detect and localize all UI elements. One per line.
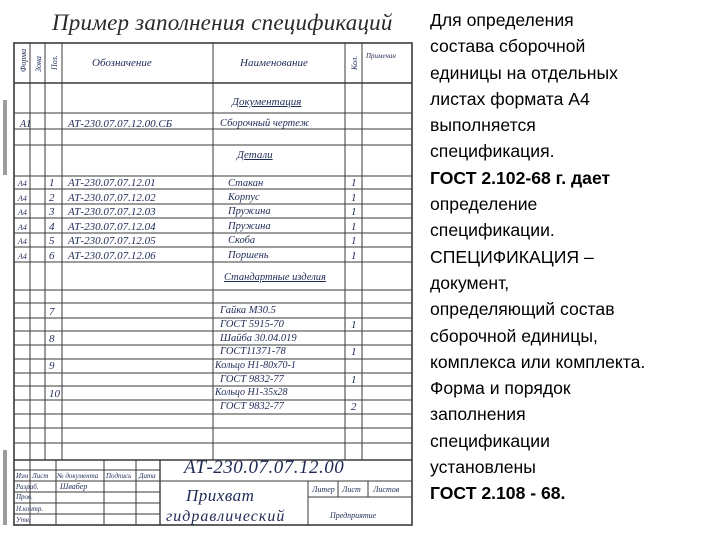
stamp-sheets: Листов — [373, 485, 400, 494]
part-format: А4 — [18, 179, 27, 188]
text-line: комплекса или комплекта. — [430, 351, 646, 372]
doc-format: А1 — [20, 119, 32, 130]
part-pos: 2 — [49, 192, 55, 204]
part-designation: АТ-230.07.07.12.04 — [68, 221, 156, 233]
part-qty: 1 — [351, 177, 357, 189]
note-header: Примечан — [366, 52, 396, 60]
stamp-col-label: Дата — [139, 472, 156, 480]
stamp-name-line1: Прихват — [186, 486, 255, 505]
std-standard: ГОСТ 9832-77 — [220, 374, 284, 385]
text-line: единицы на отдельных — [430, 62, 618, 83]
stamp-col-label: Подпись — [106, 472, 132, 480]
text-line: заполнения — [430, 404, 526, 425]
stamp-col-label: № документа — [57, 472, 99, 480]
part-designation: АТ-230.07.07.12.03 — [68, 206, 156, 218]
part-pos: 1 — [49, 177, 55, 189]
slide-title: Пример заполнения спецификаций — [52, 10, 393, 35]
text-line: определение — [430, 194, 538, 215]
part-pos: 5 — [49, 235, 55, 247]
std-name: Кольцо Н1-35х28 — [215, 387, 288, 398]
text-line: ГОСТ 2.108 - 68. — [430, 483, 566, 504]
description-text — [430, 7, 715, 507]
stamp-name-line2: гидравлический — [166, 508, 286, 525]
stamp-designation: АТ-230.07.07.12.00 — [184, 457, 345, 478]
name-header: Наименование — [240, 57, 308, 69]
text-line: установлены — [430, 457, 536, 478]
text-line: сборочной единицы, — [430, 325, 598, 346]
part-name: Скоба — [228, 235, 256, 246]
text-line: состава сборочной — [430, 36, 586, 57]
part-format: А4 — [18, 252, 27, 261]
std-standard: ГОСТ 9832-77 — [220, 401, 284, 412]
part-format: А4 — [18, 223, 27, 232]
stamp-sheet: Лист — [342, 485, 361, 494]
part-format: А4 — [18, 237, 27, 246]
part-pos: 3 — [49, 206, 55, 218]
format-header: Форма — [19, 48, 28, 72]
std-name: Кольцо Н1-80х70-1 — [215, 360, 296, 371]
part-qty: 1 — [351, 206, 357, 218]
std-pos: 8 — [49, 333, 55, 345]
std-pos: 9 — [49, 360, 55, 372]
section-parts: Детали — [237, 149, 273, 161]
part-designation: АТ-230.07.07.12.02 — [68, 192, 156, 204]
part-designation: АТ-230.07.07.12.05 — [68, 235, 156, 247]
stamp-row-label: Разраб. — [16, 483, 39, 491]
part-name: Пружина — [228, 221, 271, 232]
stamp-row-label: Утв. — [16, 516, 31, 524]
text-line: листах формата А4 — [430, 88, 590, 109]
part-pos: 4 — [49, 221, 55, 233]
std-pos: 7 — [49, 306, 55, 318]
part-qty: 1 — [351, 192, 357, 204]
doc-name: Сборочный чертеж — [220, 118, 310, 129]
part-format: А4 — [18, 194, 27, 203]
std-name: Гайка М30.5 — [220, 305, 276, 316]
part-format: А4 — [18, 208, 27, 217]
std-qty: 1 — [351, 319, 357, 331]
zone-header: Зона — [34, 56, 43, 72]
std-qty: 1 — [351, 374, 357, 386]
section-standard-items: Стандартные изделия — [224, 272, 326, 283]
part-name: Пружина — [228, 206, 271, 217]
text-line: СПЕЦИФИКАЦИЯ – — [430, 246, 594, 267]
stamp-row-label: Н.контр. — [16, 505, 44, 513]
section-documentation: Документация — [232, 96, 302, 108]
stamp-developer: Швабер — [60, 482, 88, 491]
part-name: Поршень — [228, 250, 269, 261]
text-line: Форма и порядок — [430, 378, 571, 399]
stamp-col-label: Изм — [16, 472, 29, 480]
part-qty: 1 — [351, 221, 357, 233]
stamp-litera: Литер — [312, 485, 335, 494]
part-qty: 1 — [351, 235, 357, 247]
text-line: выполняется — [430, 115, 536, 136]
designation-header: Обозначение — [92, 57, 152, 69]
stamp-row-label: Пров. — [16, 493, 33, 501]
qty-header: Кол. — [350, 55, 359, 70]
std-standard: ГОСТ11371-78 — [220, 346, 286, 357]
pos-header: Поз. — [50, 55, 59, 70]
text-line: документ, — [430, 272, 510, 293]
part-pos: 6 — [49, 250, 55, 262]
std-pos: 10 — [49, 388, 60, 400]
part-qty: 1 — [351, 250, 357, 262]
std-qty: 1 — [351, 346, 357, 358]
text-line: ГОСТ 2.102-68 г. дает — [430, 167, 611, 188]
text-line: определяющий состав — [430, 299, 615, 320]
part-designation: АТ-230.07.07.12.01 — [68, 177, 156, 189]
text-line: спецификации. — [430, 220, 555, 241]
part-name: Корпус — [228, 192, 260, 203]
part-name: Стакан — [228, 178, 264, 189]
text-line: спецификации — [430, 430, 550, 451]
part-designation: АТ-230.07.07.12.06 — [68, 250, 156, 262]
stamp-col-label: Лист — [32, 472, 49, 480]
std-standard: ГОСТ 5915-70 — [220, 319, 284, 330]
text-line: Для определения — [430, 10, 574, 30]
text-line: спецификация. — [430, 141, 555, 162]
std-name: Шайба 30.04.019 — [220, 333, 297, 344]
std-qty: 2 — [351, 401, 357, 413]
stamp-enterprise: Предприятие — [330, 511, 377, 520]
doc-designation: АТ-230.07.07.12.00.СБ — [68, 118, 173, 130]
